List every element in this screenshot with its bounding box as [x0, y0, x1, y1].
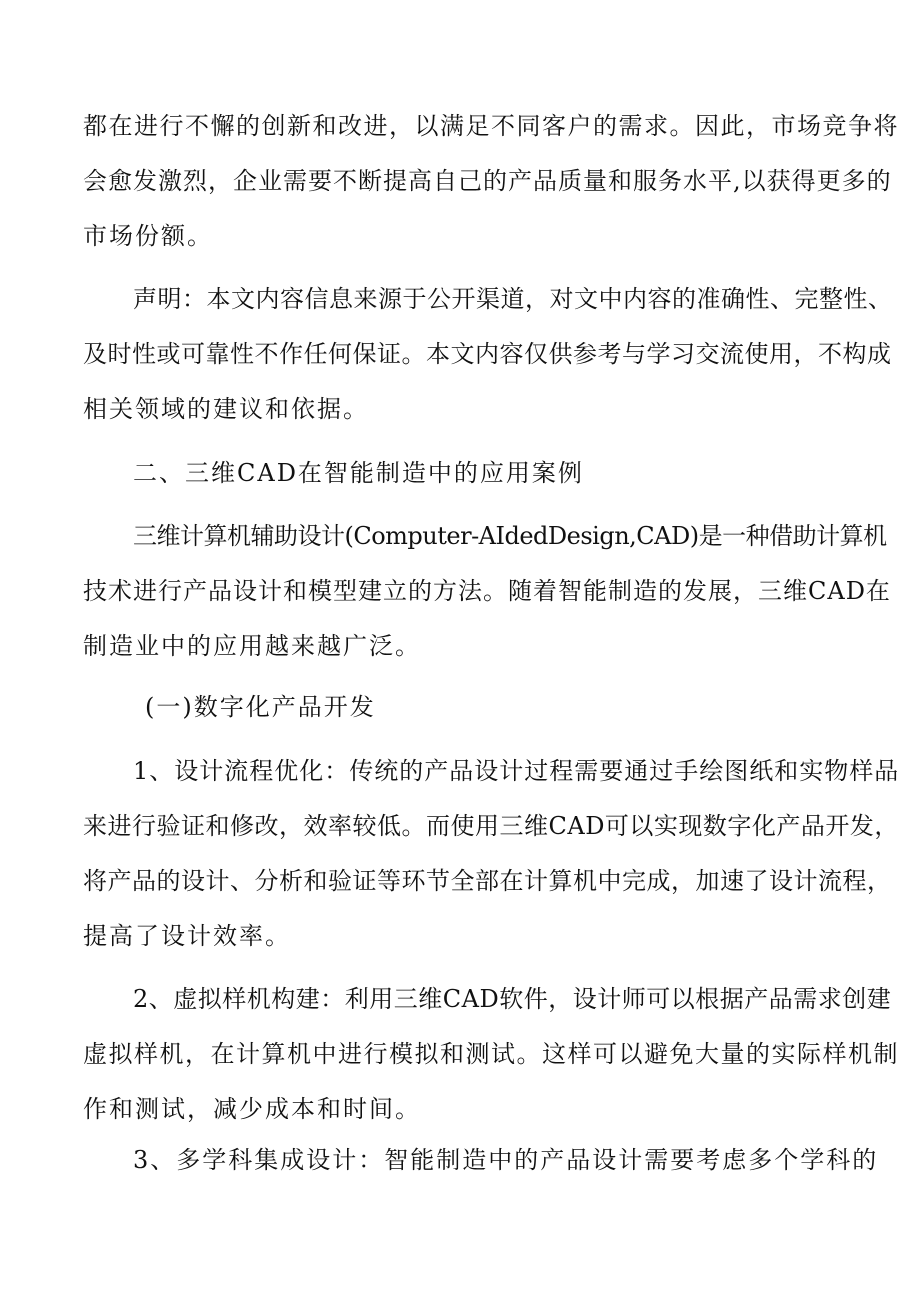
text-line: 及时性或可靠性不作任何保证。本文内容仅供参考与学习交流使用，不构成 [83, 340, 892, 368]
text-line: 来进行验证和修改，效率较低。而使用三维CAD可以实现数字化产品开发， [83, 812, 899, 840]
text-line: 1、设计流程优化：传统的产品设计过程需要通过手绘图纸和实物样品 [133, 757, 900, 785]
text-line: 提高了设计效率。 [83, 922, 291, 950]
text-line: 相关领域的建议和依据。 [83, 395, 369, 423]
text-line: 制造业中的应用越来越广泛。 [83, 632, 421, 660]
text-line: 三维计算机辅助设计(Computer-AIdedDesign,CAD)是一种借助计算机 [133, 522, 887, 550]
text-line: 市场份额。 [83, 222, 213, 250]
text-line: 会愈发激烈，企业需要不断提高自己的产品质量和服务水平,以获得更多的 [83, 167, 892, 195]
text-line: 声明：本文内容信息来源于公开渠道，对文中内容的准确性、完整性、 [133, 285, 893, 313]
heading-text: 二、三维CAD在智能制造中的应用案例 [133, 459, 584, 487]
text-line: 技术进行产品设计和模型建立的方法。随着智能制造的发展，三维CAD在 [83, 577, 891, 605]
text-line: 都在进行不懈的创新和改进，以满足不同客户的需求。因此，市场竞争将 [83, 112, 899, 140]
text-line: 将产品的设计、分析和验证等环节全部在计算机中完成，加速了设计流程， [83, 867, 892, 895]
text-line: 3、多学科集成设计：智能制造中的产品设计需要考虑多个学科的 [133, 1146, 879, 1174]
heading-text: (一)数字化产品开发 [145, 693, 376, 721]
text-line: 2、虚拟样机构建：利用三维CAD软件，设计师可以根据产品需求创建 [133, 985, 892, 1013]
text-line: 作和测试，减少成本和时间。 [83, 1095, 421, 1123]
text-line: 虚拟样机，在计算机中进行模拟和测试。这样可以避免大量的实际样机制 [83, 1040, 899, 1068]
